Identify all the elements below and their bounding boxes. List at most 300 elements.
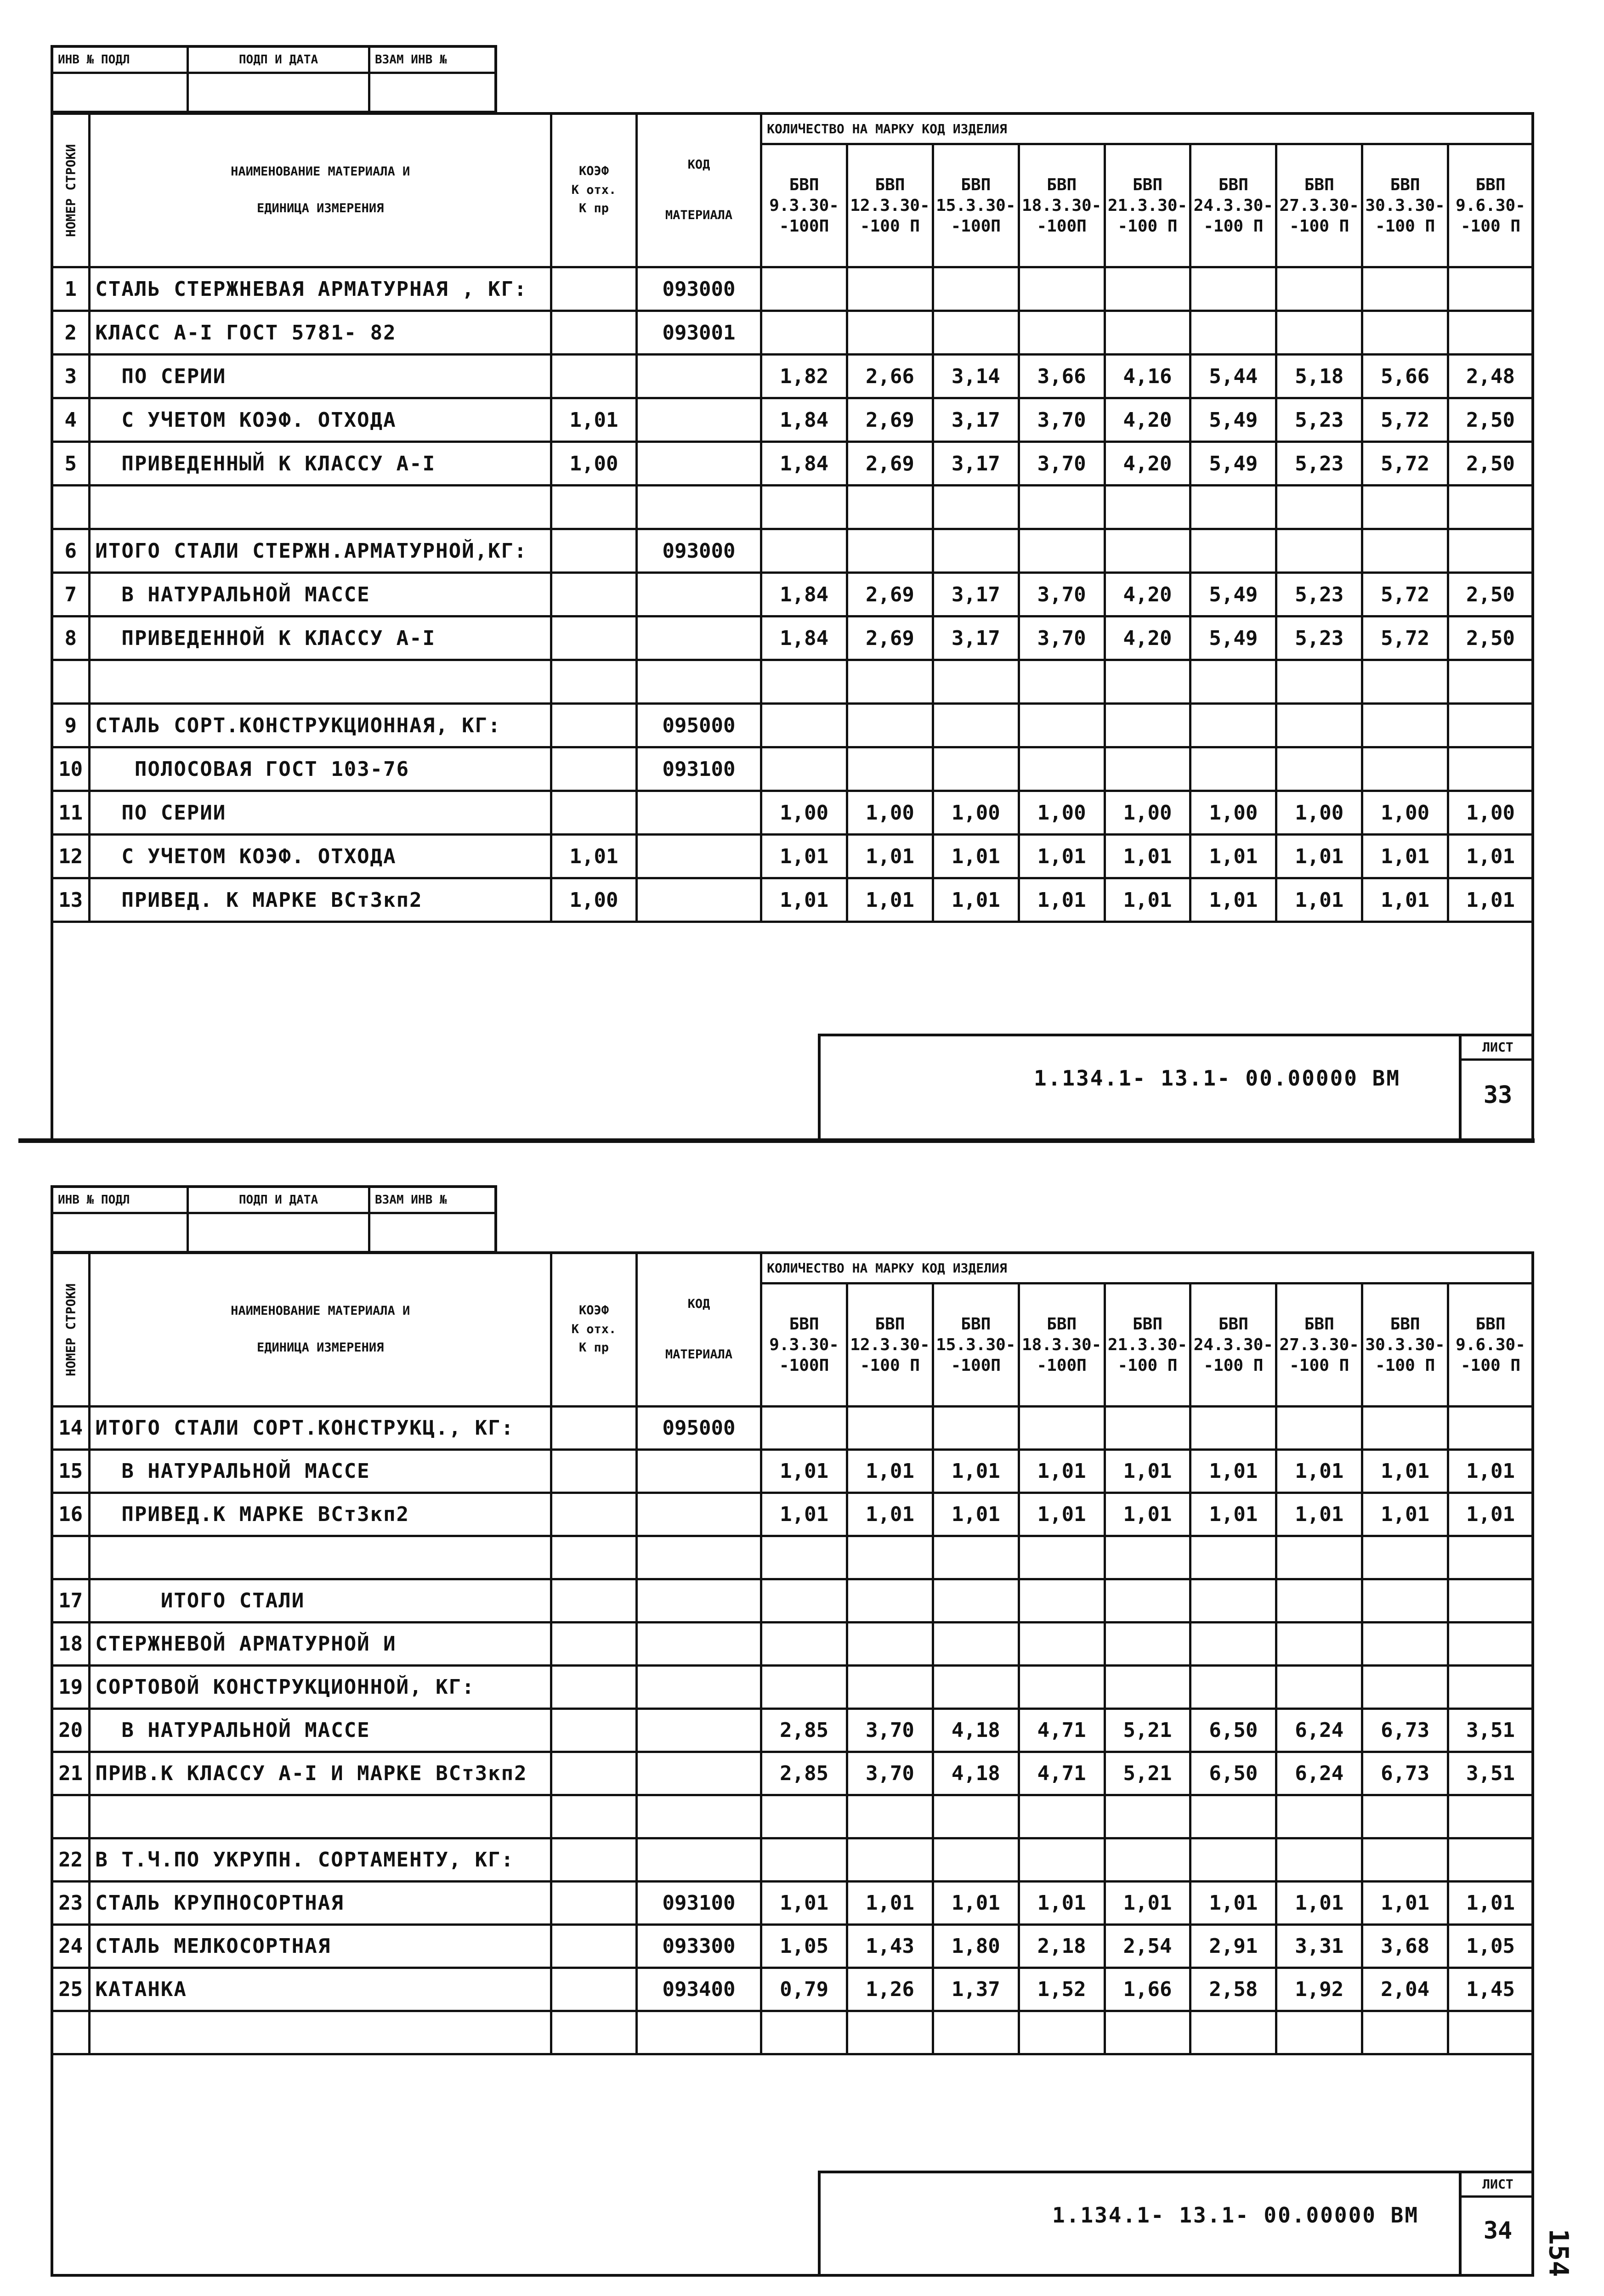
- table-row: [52, 355, 1533, 398]
- header-line: КОЭФ: [578, 1303, 609, 1318]
- product-header: [1448, 1284, 1533, 1407]
- quantity-cell: 5,72: [1362, 398, 1448, 442]
- quantity-cell: [761, 311, 847, 355]
- quantity-cell: 1,00: [933, 791, 1019, 835]
- quantity-cell: [1105, 704, 1190, 747]
- table-row: [52, 1968, 1533, 2011]
- quantity-cell: [847, 747, 933, 791]
- quantity-cell: [1448, 704, 1533, 747]
- row-number: 1: [52, 267, 90, 311]
- quantity-cell: [1362, 1579, 1448, 1623]
- material-code: 093300: [636, 1925, 761, 1968]
- row-number: 16: [52, 1493, 90, 1536]
- row-number: 24: [52, 1925, 90, 1968]
- table-row: [52, 442, 1533, 486]
- table-row: [52, 486, 1533, 529]
- quantity-cell: 1,00: [1190, 791, 1276, 835]
- product-header: [1190, 1284, 1276, 1407]
- product-line: БВП: [1304, 175, 1334, 194]
- koef-value: [551, 791, 637, 835]
- table-row: [52, 704, 1533, 747]
- quantity-cell: [1019, 1407, 1105, 1450]
- material-code: [636, 442, 761, 486]
- quantity-cell: [1105, 1579, 1190, 1623]
- quantity-cell: 3,31: [1276, 1925, 1362, 1968]
- material-code: [636, 1666, 761, 1709]
- quantity-cell: [1190, 1536, 1276, 1579]
- koef-value: 1,00: [551, 442, 637, 486]
- quantity-cell: 1,01: [933, 1450, 1019, 1493]
- quantity-cell: 1,01: [933, 1882, 1019, 1925]
- quantity-cell: [847, 2011, 933, 2054]
- koef-value: [551, 1795, 637, 1838]
- quantity-cell: [1105, 2011, 1190, 2054]
- quantity-cell: 1,01: [761, 1450, 847, 1493]
- quantity-cell: [933, 1536, 1019, 1579]
- quantity-cell: [1105, 311, 1190, 355]
- quantity-cell: 1,01: [847, 835, 933, 878]
- quantity-cell: [933, 1795, 1019, 1838]
- quantity-cell: [1276, 660, 1362, 704]
- quantity-cell: 2,69: [847, 398, 933, 442]
- product-header: [1362, 1284, 1448, 1407]
- product-line: БВП: [1133, 175, 1163, 194]
- quantity-cell: 5,72: [1362, 616, 1448, 660]
- quantity-cell: 6,24: [1276, 1709, 1362, 1752]
- quantity-cell: [933, 704, 1019, 747]
- table-row: [52, 2011, 1533, 2054]
- quantity-cell: [847, 1666, 933, 1709]
- quantity-cell: [1190, 1407, 1276, 1450]
- row-number: 14: [52, 1407, 90, 1450]
- quantity-cell: 3,66: [1019, 355, 1105, 398]
- quantity-cell: 2,50: [1448, 616, 1533, 660]
- quantity-cell: 3,51: [1448, 1752, 1533, 1795]
- quantity-cell: 2,50: [1448, 573, 1533, 616]
- quantity-cell: [1276, 267, 1362, 311]
- quantity-cell: [933, 2011, 1019, 2054]
- product-line: БВП: [1390, 175, 1420, 194]
- quantity-cell: 5,49: [1190, 616, 1276, 660]
- product-line: -100 П: [1203, 217, 1264, 236]
- product-line: 24.3.30-: [1193, 196, 1274, 215]
- quantity-cell: 1,82: [761, 355, 847, 398]
- product-header: [1019, 144, 1105, 267]
- quantity-cell: 1,00: [1448, 791, 1533, 835]
- quantity-cell: [1105, 529, 1190, 573]
- material-code-header: [636, 1253, 761, 1407]
- quantity-cell: 6,73: [1362, 1709, 1448, 1752]
- material-name: С УЧЕТОМ КОЭФ. ОТХОДА: [90, 398, 551, 442]
- quantity-cell: [1276, 2011, 1362, 2054]
- quantity-cell: 1,01: [1105, 878, 1190, 922]
- material-code: [636, 1493, 761, 1536]
- quantity-cell: [933, 1579, 1019, 1623]
- quantity-cell: [1362, 1536, 1448, 1579]
- quantity-cell: [847, 660, 933, 704]
- quantity-cell: [1019, 1795, 1105, 1838]
- quantity-cell: 1,01: [1362, 1882, 1448, 1925]
- material-name: СТАЛЬ КРУПНОСОРТНАЯ: [90, 1882, 551, 1925]
- quantity-cell: 1,45: [1448, 1968, 1533, 2011]
- header-line: КОЭФ: [578, 164, 609, 179]
- quantity-cell: [761, 1579, 847, 1623]
- quantity-cell: [847, 1623, 933, 1666]
- material-code: [636, 1752, 761, 1795]
- material-name: В НАТУРАЛЬНОЙ МАССЕ: [90, 573, 551, 616]
- quantity-cell: 4,20: [1105, 442, 1190, 486]
- quantity-cell: [1362, 2011, 1448, 2054]
- quantity-cell: [1362, 747, 1448, 791]
- quantity-cell: [1448, 2011, 1533, 2054]
- quantity-cell: 2,66: [847, 355, 933, 398]
- quantity-cell: [1019, 2011, 1105, 2054]
- material-name: [90, 2011, 551, 2054]
- material-code: [636, 1838, 761, 1882]
- product-header: [1276, 1284, 1362, 1407]
- quantity-cell: 5,23: [1276, 616, 1362, 660]
- material-name: ПРИВЕДЕННЫЙ К КЛАССУ А-I: [90, 442, 551, 486]
- material-code: 093000: [636, 267, 761, 311]
- stamp-label: ВЗАМ ИНВ №: [369, 46, 496, 73]
- product-line: БВП: [1475, 175, 1506, 194]
- product-header: [847, 144, 933, 267]
- product-line: 27.3.30-: [1279, 196, 1359, 215]
- product-line: -100 П: [1460, 217, 1521, 236]
- quantity-cell: [1105, 1407, 1190, 1450]
- quantity-cell: 1,01: [761, 1493, 847, 1536]
- quantity-cell: 1,01: [933, 835, 1019, 878]
- quantity-cell: 1,01: [1362, 835, 1448, 878]
- quantity-cell: 1,84: [761, 398, 847, 442]
- quantity-cell: 2,69: [847, 442, 933, 486]
- quantity-cell: [1362, 1407, 1448, 1450]
- row-number: 8: [52, 616, 90, 660]
- quantity-cell: 3,70: [1019, 573, 1105, 616]
- header-line: НАИМЕНОВАНИЕ МАТЕРИАЛА И: [231, 164, 410, 179]
- material-name: В НАТУРАЛЬНОЙ МАССЕ: [90, 1450, 551, 1493]
- material-code: [636, 1450, 761, 1493]
- product-line: -100 П: [1289, 217, 1349, 236]
- quantity-cell: 1,43: [847, 1925, 933, 1968]
- quantity-cell: [1019, 311, 1105, 355]
- material-name: СОРТОВОЙ КОНСТРУКЦИОННОЙ, КГ:: [90, 1666, 551, 1709]
- koef-header: [551, 1253, 637, 1407]
- material-name: ПОЛОСОВАЯ ГОСТ 103-76: [90, 747, 551, 791]
- material-code: 093400: [636, 1968, 761, 2011]
- material-name: В Т.Ч.ПО УКРУПН. СОРТАМЕНТУ, КГ:: [90, 1838, 551, 1882]
- quantity-cell: 5,23: [1276, 442, 1362, 486]
- table-row: [52, 1795, 1533, 1838]
- quantity-cell: [1190, 267, 1276, 311]
- quantity-cell: 1,01: [1190, 835, 1276, 878]
- quantity-cell: [1448, 529, 1533, 573]
- quantity-cell: 3,70: [847, 1709, 933, 1752]
- table-row: [52, 1623, 1533, 1666]
- table-row: [52, 1407, 1533, 1450]
- product-line: 18.3.30-: [1021, 1335, 1102, 1354]
- quantity-cell: 1,01: [761, 835, 847, 878]
- page-side-mark: 154: [1543, 2228, 1575, 2277]
- koef-value: [551, 660, 637, 704]
- koef-value: [551, 311, 637, 355]
- quantity-cell: 1,01: [1019, 1882, 1105, 1925]
- material-name: КЛАСС А-I ГОСТ 5781- 82: [90, 311, 551, 355]
- quantity-cell: 1,01: [1448, 1493, 1533, 1536]
- material-code: [636, 660, 761, 704]
- quantity-cell: 1,01: [847, 1493, 933, 1536]
- quantity-cell: 1,01: [1019, 878, 1105, 922]
- product-line: -100П: [1037, 217, 1087, 236]
- table-body: [52, 1407, 1533, 2054]
- product-line: 9.3.30-: [769, 1335, 839, 1354]
- quantity-cell: [1190, 1838, 1276, 1882]
- quantity-cell: 1,00: [1019, 791, 1105, 835]
- row-number: 9: [52, 704, 90, 747]
- stamp-label: ИНВ № ПОДЛ: [52, 46, 188, 73]
- quantity-cell: [1190, 747, 1276, 791]
- quantity-cell: [1448, 1623, 1533, 1666]
- quantity-cell: [1190, 311, 1276, 355]
- product-line: БВП: [1390, 1315, 1420, 1334]
- material-name: ПРИВЕДЕННОЙ К КЛАССУ А-I: [90, 616, 551, 660]
- stamp-cell: [188, 73, 369, 113]
- quantity-cell: [933, 486, 1019, 529]
- row-number: 21: [52, 1752, 90, 1795]
- table-row: [52, 747, 1533, 791]
- product-line: 27.3.30-: [1279, 1335, 1359, 1354]
- product-line: -100 П: [1375, 1356, 1435, 1375]
- header-line: КОД: [687, 1296, 710, 1311]
- koef-value: [551, 1882, 637, 1925]
- koef-value: [551, 1493, 637, 1536]
- product-line: 9.6.30-: [1456, 196, 1525, 215]
- quantity-cell: [933, 747, 1019, 791]
- product-line: 30.3.30-: [1365, 196, 1445, 215]
- quantity-cell: 1,05: [761, 1925, 847, 1968]
- quantity-cell: 2,69: [847, 616, 933, 660]
- quantity-cell: [933, 1407, 1019, 1450]
- quantity-cell: 1,01: [1019, 835, 1105, 878]
- quantity-cell: 1,00: [761, 791, 847, 835]
- koef-value: [551, 1838, 637, 1882]
- quantity-cell: [847, 311, 933, 355]
- quantity-cell: 3,70: [1019, 398, 1105, 442]
- table-row: [52, 1752, 1533, 1795]
- material-name: СТАЛЬ МЕЛКОСОРТНАЯ: [90, 1925, 551, 1968]
- stamp-cell: [52, 1213, 188, 1253]
- quantity-cell: [761, 1838, 847, 1882]
- quantity-cell: [933, 660, 1019, 704]
- quantity-cell: 1,01: [1362, 1450, 1448, 1493]
- table-row: [52, 267, 1533, 311]
- quantity-cell: [761, 1407, 847, 1450]
- quantity-cell: 1,01: [1448, 835, 1533, 878]
- material-code: [636, 1579, 761, 1623]
- quantity-cell: 4,71: [1019, 1752, 1105, 1795]
- quantity-cell: [1105, 1666, 1190, 1709]
- document-code: 1.134.1- 13.1- 00.00000 ВМ: [1034, 1066, 1401, 1091]
- material-name: [90, 486, 551, 529]
- product-line: БВП: [1133, 1315, 1163, 1334]
- quantity-cell: 5,72: [1362, 573, 1448, 616]
- quantity-cell: [761, 1666, 847, 1709]
- quantity-cell: [1276, 529, 1362, 573]
- table-row: [52, 398, 1533, 442]
- header-line: К отх.: [571, 1322, 617, 1336]
- koef-value: [551, 747, 637, 791]
- quantity-cell: [933, 1838, 1019, 1882]
- quantity-cell: [1276, 1795, 1362, 1838]
- quantity-cell: 5,72: [1362, 442, 1448, 486]
- material-name: СТАЛЬ СОРТ.КОНСТРУКЦИОННАЯ, КГ:: [90, 704, 551, 747]
- quantity-cell: [1448, 486, 1533, 529]
- quantity-cell: [1362, 311, 1448, 355]
- quantity-cell: 4,16: [1105, 355, 1190, 398]
- quantity-cell: [1276, 1623, 1362, 1666]
- quantity-cell: [1019, 1838, 1105, 1882]
- quantity-cell: [1276, 704, 1362, 747]
- quantity-cell: [847, 1407, 933, 1450]
- quantity-cell: [1362, 704, 1448, 747]
- quantity-cell: 6,24: [1276, 1752, 1362, 1795]
- quantity-cell: 1,01: [1105, 1882, 1190, 1925]
- quantity-cell: 4,20: [1105, 398, 1190, 442]
- product-header: [1362, 144, 1448, 267]
- quantity-cell: 1,01: [1105, 835, 1190, 878]
- quantity-cell: 1,01: [1019, 1493, 1105, 1536]
- materials-table: [51, 1251, 1534, 2055]
- quantity-cell: [1019, 267, 1105, 311]
- row-number: [52, 1536, 90, 1579]
- sheet-label: ЛИСТ: [1462, 2173, 1534, 2198]
- quantity-cell: [1105, 1623, 1190, 1666]
- table-row: [52, 573, 1533, 616]
- quantity-cell: 1,01: [761, 1882, 847, 1925]
- quantity-cell: [1448, 747, 1533, 791]
- quantity-cell: [1190, 2011, 1276, 2054]
- product-header: [1190, 144, 1276, 267]
- koef-value: [551, 1709, 637, 1752]
- quantity-cell: 4,18: [933, 1709, 1019, 1752]
- quantity-cell: [1362, 660, 1448, 704]
- material-code: [636, 1795, 761, 1838]
- product-line: 21.3.30-: [1107, 1335, 1188, 1354]
- material-code: [636, 1536, 761, 1579]
- quantity-cell: [1019, 1623, 1105, 1666]
- quantity-cell: [1105, 1838, 1190, 1882]
- quantity-cell: [933, 267, 1019, 311]
- koef-value: [551, 1407, 637, 1450]
- sheet-34: [0, 1153, 1604, 2296]
- quantity-cell: 1,84: [761, 442, 847, 486]
- quantity-cell: [1019, 1579, 1105, 1623]
- quantity-cell: [1276, 1838, 1362, 1882]
- koef-value: 1,01: [551, 398, 637, 442]
- quantity-cell: 1,05: [1448, 1925, 1533, 1968]
- product-line: 24.3.30-: [1193, 1335, 1274, 1354]
- materials-table: [51, 112, 1534, 923]
- header-line: ЕДИНИЦА ИЗМЕРЕНИЯ: [257, 201, 384, 215]
- koef-value: [551, 486, 637, 529]
- product-line: 18.3.30-: [1021, 196, 1102, 215]
- quantity-cell: 1,84: [761, 616, 847, 660]
- quantity-cell: 2,18: [1019, 1925, 1105, 1968]
- product-line: БВП: [875, 175, 905, 194]
- quantity-cell: [761, 747, 847, 791]
- table-row: [52, 529, 1533, 573]
- row-number: 4: [52, 398, 90, 442]
- material-name: ИТОГО СТАЛИ СОРТ.КОНСТРУКЦ., КГ:: [90, 1407, 551, 1450]
- row-number-header: НОМЕР СТРОКИ: [52, 113, 90, 267]
- quantity-cell: 3,70: [1019, 616, 1105, 660]
- quantity-cell: 1,01: [1276, 1450, 1362, 1493]
- material-name: ПРИВ.К КЛАССУ А-I И МАРКЕ ВСт3кп2: [90, 1752, 551, 1795]
- material-code: 093100: [636, 1882, 761, 1925]
- quantity-cell: [761, 660, 847, 704]
- material-name-header: [90, 1253, 551, 1407]
- product-line: БВП: [1047, 1315, 1077, 1334]
- table-row: [52, 1666, 1533, 1709]
- quantity-cell: [1362, 1666, 1448, 1709]
- product-line: -100 П: [860, 1356, 920, 1375]
- koef-value: [551, 355, 637, 398]
- material-code: 093001: [636, 311, 761, 355]
- quantity-cell: 1,01: [1190, 878, 1276, 922]
- header-line: МАТЕРИАЛА: [665, 208, 733, 222]
- koef-value: [551, 1752, 637, 1795]
- quantity-cell: [761, 529, 847, 573]
- stamp-cell: [369, 1213, 496, 1253]
- product-line: 21.3.30-: [1107, 196, 1188, 215]
- stamp-label: ПОДП И ДАТА: [188, 46, 369, 73]
- row-number: 22: [52, 1838, 90, 1882]
- cut-line: [18, 1138, 1535, 1143]
- approval-stamp: [51, 1185, 497, 1254]
- koef-value: [551, 1968, 637, 2011]
- table-row: [52, 1925, 1533, 1968]
- product-line: -100П: [779, 217, 829, 236]
- product-line: БВП: [961, 175, 991, 194]
- quantity-cell: [1276, 1536, 1362, 1579]
- quantity-cell: [1190, 1795, 1276, 1838]
- table-row: [52, 878, 1533, 922]
- product-line: БВП: [1218, 175, 1248, 194]
- quantity-cell: 6,50: [1190, 1752, 1276, 1795]
- quantity-cell: [933, 1666, 1019, 1709]
- quantity-cell: 1,01: [1448, 878, 1533, 922]
- quantity-cell: [1190, 704, 1276, 747]
- product-line: -100П: [951, 1356, 1001, 1375]
- material-code: [636, 835, 761, 878]
- material-name: [90, 1536, 551, 1579]
- material-code: [636, 791, 761, 835]
- product-header: [761, 144, 847, 267]
- quantity-cell: [933, 1623, 1019, 1666]
- row-number: 12: [52, 835, 90, 878]
- quantity-cell: [1105, 486, 1190, 529]
- stamp-label: ВЗАМ ИНВ №: [369, 1187, 496, 1213]
- quantity-cell: [1362, 529, 1448, 573]
- koef-value: [551, 529, 637, 573]
- product-line: БВП: [1475, 1315, 1506, 1334]
- quantity-cell: [1448, 1838, 1533, 1882]
- quantity-cell: [1276, 1666, 1362, 1709]
- material-code: [636, 355, 761, 398]
- material-name: [90, 660, 551, 704]
- header-line: К пр: [578, 1340, 609, 1355]
- product-line: БВП: [961, 1315, 991, 1334]
